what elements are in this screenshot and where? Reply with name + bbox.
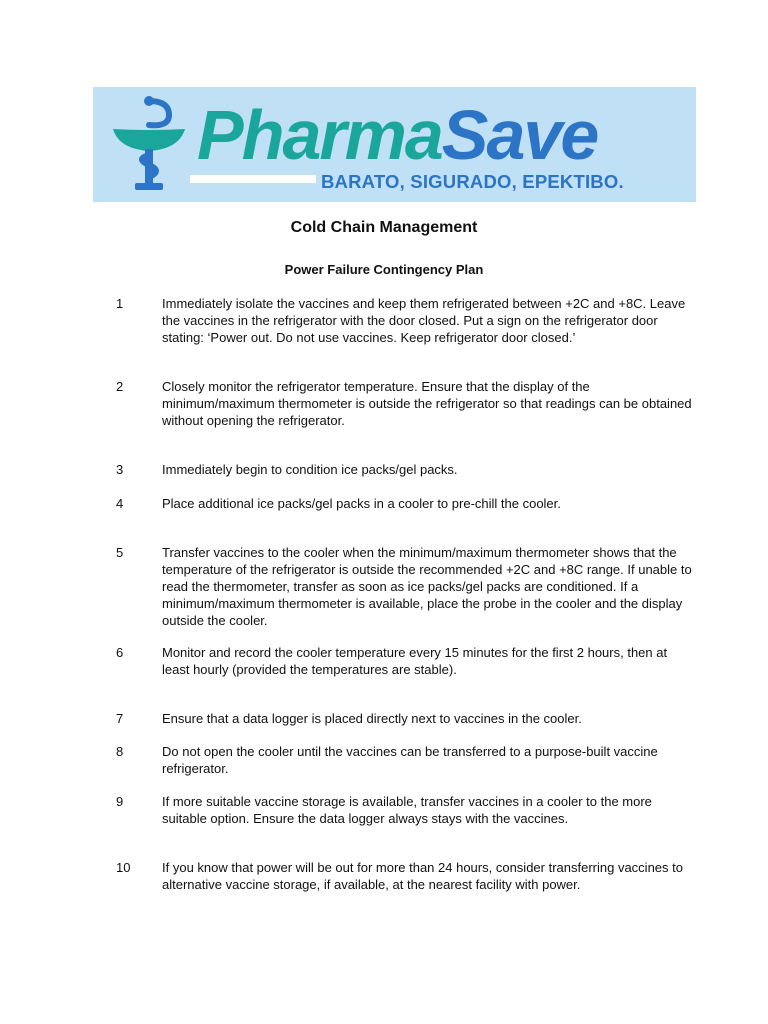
item-text: Ensure that a data logger is placed directly next to vaccines in the cooler. xyxy=(162,711,582,726)
item-number: 8 xyxy=(116,744,124,759)
item-number: 5 xyxy=(116,545,124,560)
item-text: Closely monitor the refrigerator temperature. Ensure that the display of the minimum/maximum thermometer is outside the refrigerator so that readings can be obtained without opening the refrigerator. xyxy=(162,379,692,428)
item-text: Place additional ice packs/gel packs in a cooler to pre-chill the cooler. xyxy=(162,496,561,511)
item-text: Monitor and record the cooler temperature every 15 minutes for the first 2 hours, then at least hourly (provided the temperatures are stable). xyxy=(162,645,668,677)
item-text: Immediately begin to condition ice packs/gel packs. xyxy=(162,462,458,477)
document-subtitle: Power Failure Contingency Plan xyxy=(284,262,484,277)
item-text: If you know that power will be out for more than 24 hours, consider transferring vaccines to alternative vaccine storage, if available, at the nearest facility with power. xyxy=(162,860,683,892)
brand-name-save: Save xyxy=(441,96,598,174)
item-number: 2 xyxy=(116,379,124,394)
item-number: 9 xyxy=(116,794,124,809)
item-text: If more suitable vaccine storage is available, transfer vaccines in a cooler to the more suitable option. Ensure the data logger always stays with the vaccines. xyxy=(162,794,652,826)
bowl-of-hygieia-icon xyxy=(109,95,189,195)
item-text: Immediately isolate the vaccines and keep them refrigerated between +2C and +8C. Leave the vaccines in the refrigerator with the door closed. Put a sign on the refrigerator door stating: ‘Power out. Do not use vaccines. Keep refrigerator door closed.’ xyxy=(162,296,686,345)
brand-name-pharma: Pharma xyxy=(197,96,442,174)
item-text: Transfer vaccines to the cooler when the minimum/maximum thermometer shows that the temperature of the refrigerator is outside the recommended +2C and +8C range. If unable to read the thermometer, transfer as soon as ice packs/gel packs are conditioned. If a minimum/maximum thermometer is available, place the probe in the cooler and the display outside the cooler. xyxy=(162,545,692,628)
item-number: 7 xyxy=(116,711,124,726)
brand-tagline: BARATO, SIGURADO, EPEKTIBO. xyxy=(321,171,624,192)
item-number: 10 xyxy=(116,860,131,875)
logo-banner xyxy=(93,87,696,202)
item-number: 1 xyxy=(116,296,124,311)
item-number: 4 xyxy=(116,496,124,511)
item-number: 6 xyxy=(116,645,124,660)
item-text: Do not open the cooler until the vaccines can be transferred to a purpose-built vaccine refrigerator. xyxy=(162,744,658,776)
document-title: Cold Chain Management xyxy=(290,219,478,236)
item-number: 3 xyxy=(116,462,124,477)
brand-name xyxy=(197,97,597,173)
tagline-rule xyxy=(190,175,316,183)
